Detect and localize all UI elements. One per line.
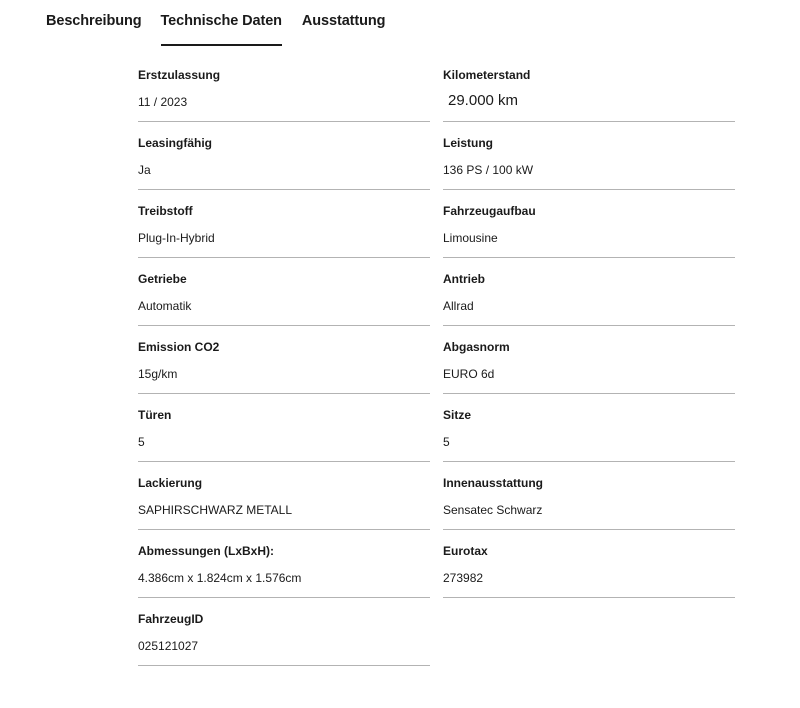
spec-label: Fahrzeugaufbau (443, 204, 536, 218)
spec-label: Treibstoff (138, 204, 193, 218)
tab-technische-daten[interactable]: Technische Daten (161, 0, 282, 46)
tab-bar (46, 0, 385, 46)
spec-label: Türen (138, 408, 172, 422)
tab-ausstattung[interactable]: Ausstattung (301, 13, 386, 29)
spec-label: Erstzulassung (138, 68, 221, 82)
spec-label: Getriebe (138, 272, 187, 286)
spec-value: Limousine (443, 231, 498, 245)
spec-value: 136 PS / 100 kW (443, 163, 534, 177)
spec-value: EURO 6d (443, 367, 495, 381)
spec-value: 15g/km (138, 367, 178, 381)
spec-label: Leistung (443, 136, 493, 150)
spec-value: Automatik (138, 299, 192, 313)
spec-value: 11 / 2023 (138, 95, 188, 109)
spec-sitze (443, 404, 735, 462)
spec-label: Abgasnorm (443, 340, 510, 354)
spec-value: 5 (138, 435, 145, 449)
technical-data-grid (138, 64, 735, 676)
spec-label: FahrzeugID (138, 612, 204, 626)
spec-erstzulassung (138, 64, 430, 122)
spec-antrieb (443, 268, 735, 326)
spec-label: Kilometerstand (443, 68, 531, 82)
spec-label: Eurotax (443, 544, 488, 558)
spec-label: Antrieb (443, 272, 485, 286)
spec-value: 273982 (443, 571, 484, 585)
spec-kilometerstand (443, 64, 735, 122)
spec-abmessungen (138, 540, 430, 598)
spec-value: Allrad (443, 299, 474, 313)
spec-tueren (138, 404, 430, 462)
spec-abgasnorm (443, 336, 735, 394)
spec-value: SAPHIRSCHWARZ METALL (138, 503, 293, 517)
spec-eurotax (443, 540, 735, 598)
spec-label: Leasingfähig (138, 136, 213, 150)
spec-lackierung (138, 472, 430, 530)
spec-value: Ja (138, 163, 151, 177)
spec-label: Sitze (443, 408, 472, 422)
spec-leasingfaehig (138, 132, 430, 190)
spec-value: 5 (443, 435, 450, 449)
tab-beschreibung[interactable]: Beschreibung (46, 13, 142, 29)
spec-value: Sensatec Schwarz (443, 503, 543, 517)
spec-label: Innenausstattung (443, 476, 544, 490)
spec-getriebe (138, 268, 430, 326)
spec-value: 025121027 (138, 639, 199, 653)
spec-fahrzeugaufbau (443, 200, 735, 258)
spec-value: 29.000 km (448, 92, 519, 109)
spec-leistung (443, 132, 735, 190)
spec-label: Emission CO2 (138, 340, 220, 354)
spec-value: 4.386cm x 1.824cm x 1.576cm (138, 571, 302, 585)
spec-innenausstattung (443, 472, 735, 530)
spec-label: Abmessungen (LxBxH): (138, 544, 275, 558)
spec-label: Lackierung (138, 476, 203, 490)
spec-value: Plug-In-Hybrid (138, 231, 215, 245)
spec-fahrzeugid (138, 608, 430, 666)
spec-treibstoff (138, 200, 430, 258)
spec-emission-co2 (138, 336, 430, 394)
